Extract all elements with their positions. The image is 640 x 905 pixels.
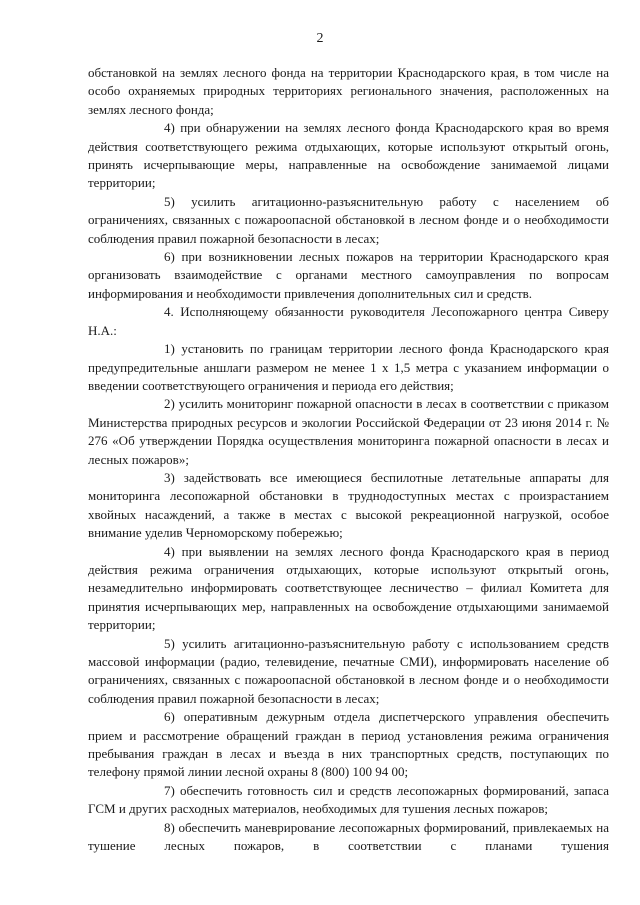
paragraph-text: усилить агитационно-разъяснительную работу с использованием средств массовой информации (радио, телевидение, печатные СМИ), информировать население об ограничениях, связанных с пожароопасной обстановкой в лесном фонде и о необходимости соблюдения правил пожарной безопасности в лесах; xyxy=(88,635,609,706)
list-item xyxy=(88,248,609,303)
paragraph-text: усилить мониторинг пожарной опасности в лесах в соответствии с приказом Министерства природных ресурсов и экологии Российской Федерации от 23 июня 2014 г. № 276 «Об утверждении Порядка осуществления мониторинга пожарной опасности в лесах и лесных пожаров»; xyxy=(88,396,610,467)
item-number: 6) xyxy=(164,709,175,725)
item-number: 4. xyxy=(164,304,174,320)
paragraph-continuation xyxy=(88,64,609,119)
list-item xyxy=(88,635,609,709)
list-item xyxy=(88,469,609,543)
list-item xyxy=(88,708,609,782)
paragraph-text: усилить агитационно-разъяснительную работу с населением об ограничениях, связанных с пожароопасной обстановкой в лесном фонде и о необходимости соблюдения правил пожарной безопасности в лесах; xyxy=(88,193,609,246)
paragraph-text: оперативным дежурным отдела диспетчерского управления обеспечить прием и рассмотрение обращений граждан в период установления режима ограничения пребывания граждан в лесах и въезда в них транспортных средств, поступающих по телефону прямой линии лесной охраны 8 (800) 100 94 00; xyxy=(88,709,609,780)
paragraph-text: установить по границам территории лесного фонда Краснодарского края предупредительные аншлаги размером не менее 1 х 1,5 метра с указанием информации о введении соответствующего ограничения и периода его действия; xyxy=(88,341,610,393)
item-number: 7) xyxy=(164,782,175,798)
paragraph-text: задействовать все имеющиеся беспилотные летательные аппараты для мониторинга лесопожарной обстановки в труднодоступных местах с произрастанием хвойных насаждений, а также в местах с высокой рекреационной нагрузкой, особое внимание уделив Черноморскому побережью; xyxy=(88,469,609,541)
list-item xyxy=(88,340,609,395)
paragraph-text: обеспечить готовность сил и средств лесопожарных формирований, запаса ГСМ и других расходных материалов, необходимых для тушения лесных пожаров; xyxy=(88,782,610,817)
item-number: 3) xyxy=(164,469,175,485)
list-item xyxy=(88,193,609,248)
list-item xyxy=(88,543,609,635)
item-number: 5) xyxy=(164,193,175,209)
list-item xyxy=(88,119,609,193)
page-number: 2 xyxy=(316,31,324,46)
document-body xyxy=(88,64,609,855)
list-item xyxy=(88,819,609,856)
item-number: 8) xyxy=(164,819,175,835)
paragraph-text: обстановкой на землях лесного фонда на территории Краснодарского края, в том числе на особо охраняемых природных территориях регионального значения, расположенных на землях лесного фонда; xyxy=(88,65,609,117)
list-item xyxy=(88,782,609,819)
paragraph-text: обеспечить маневрирование лесопожарных формирований, привлекаемых на тушение лесных пожаров, в соответствии с планами тушения xyxy=(88,819,609,854)
item-number: 4) xyxy=(164,120,175,136)
paragraph-text: Исполняющему обязанности руководителя Лесопожарного центра Сиверу Н.А.: xyxy=(88,304,609,338)
section-item xyxy=(88,303,609,340)
item-number: 4) xyxy=(164,543,175,559)
item-number: 5) xyxy=(164,635,175,651)
item-number: 1) xyxy=(164,341,175,357)
paragraph-text: при обнаружении на землях лесного фонда Краснодарского края во время действия соответствующего режима отдыхающих, которые используют открытый огонь, принять исчерпывающие меры, направленные на освобождение занимаемой лицами территории; xyxy=(88,120,609,191)
paragraph-text: при возникновении лесных пожаров на территории Краснодарского края организовать взаимодействие с органами местного самоуправления по вопросам информирования и необходимости привлечения дополнительных сил и средств. xyxy=(88,249,609,301)
item-number: 2) xyxy=(164,396,175,412)
paragraph-text: при выявлении на землях лесного фонда Краснодарского края в период действия режима ограничения отдыхающих, которые используют открытый огонь, незамедлительно информировать соответствующее лесничество – филиал Комитета для принятия исчерпывающих мер, направленных на освобождение отдыхающими занимаемой территории; xyxy=(88,543,609,633)
list-item xyxy=(88,395,609,469)
item-number: 6) xyxy=(164,249,175,265)
